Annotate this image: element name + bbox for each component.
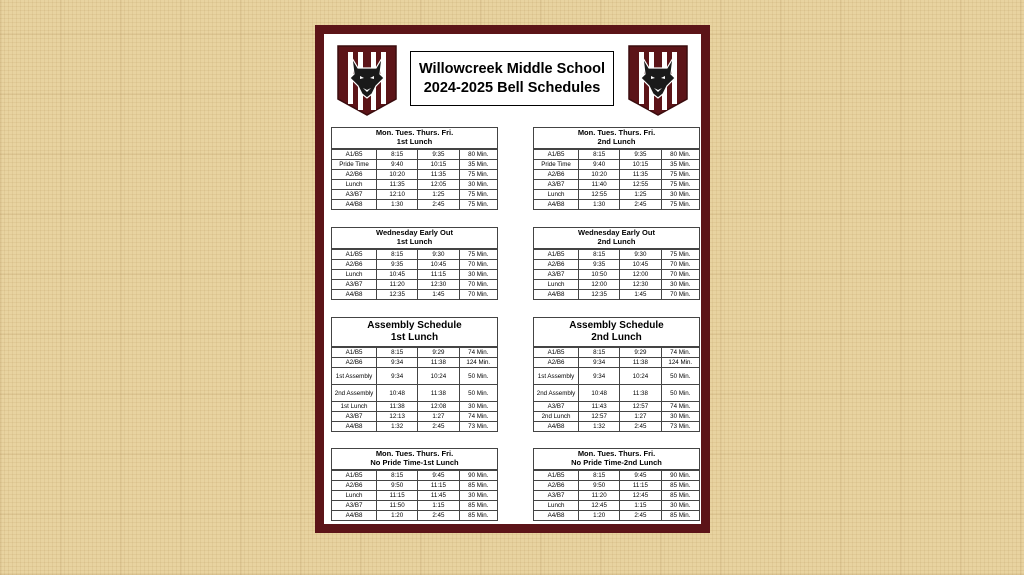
schedule-table-no-pride-2nd-lunch [533, 448, 700, 521]
start-time-cell: 1:32 [579, 422, 620, 432]
period-cell: A3/B7 [534, 491, 579, 501]
table-row [534, 402, 699, 412]
start-time-cell: 10:20 [377, 170, 418, 180]
duration-cell: 70 Min. [661, 260, 699, 270]
duration-cell: 73 Min. [661, 422, 699, 432]
period-cell: A2/B6 [332, 170, 377, 180]
end-time-cell: 9:30 [418, 250, 459, 260]
start-time-cell: 12:13 [377, 412, 418, 422]
start-time-cell: 12:55 [579, 190, 620, 200]
period-cell: A4/B8 [534, 511, 579, 521]
schedule-year-title: 2024-2025 Bell Schedules [423, 79, 601, 96]
end-time-cell: 9:45 [620, 471, 661, 481]
period-cell: Lunch [534, 501, 579, 511]
duration-cell: 85 Min. [459, 511, 497, 521]
duration-cell: 30 Min. [661, 280, 699, 290]
start-time-cell: 8:15 [579, 250, 620, 260]
period-cell: Lunch [534, 190, 579, 200]
duration-cell: 30 Min. [459, 180, 497, 190]
duration-cell: 74 Min. [459, 348, 497, 358]
schedule-table-no-pride-1st-lunch [331, 448, 498, 521]
period-cell: A2/B6 [534, 260, 579, 270]
table-row [332, 280, 497, 290]
end-time-cell: 12:57 [620, 402, 661, 412]
duration-cell: 73 Min. [459, 422, 497, 432]
duration-cell: 85 Min. [661, 511, 699, 521]
duration-cell: 75 Min. [661, 180, 699, 190]
period-cell: 1st Lunch [332, 402, 377, 412]
schedule-subtitle: No Pride Time-2nd Lunch [571, 457, 662, 467]
period-cell: 1st Assembly [534, 368, 579, 385]
duration-cell: 50 Min. [459, 385, 497, 402]
end-time-cell: 2:45 [620, 422, 661, 432]
start-time-cell: 12:35 [377, 290, 418, 300]
table-row [332, 385, 497, 402]
period-cell: Lunch [534, 280, 579, 290]
schedule-subtitle: 2nd Lunch [597, 236, 636, 246]
period-cell: 1st Assembly [332, 368, 377, 385]
duration-cell: 30 Min. [661, 501, 699, 511]
schedule-title: Wednesday Early Out [376, 228, 453, 237]
table-row [534, 471, 699, 481]
table-row [332, 150, 497, 160]
schedule-title: Mon. Tues. Thurs. Fri. [375, 128, 454, 137]
duration-cell: 85 Min. [661, 481, 699, 491]
period-cell: A4/B8 [332, 290, 377, 300]
start-time-cell: 9:34 [579, 368, 620, 385]
start-time-cell: 8:15 [377, 348, 418, 358]
table-row [332, 190, 497, 200]
duration-cell: 85 Min. [661, 491, 699, 501]
period-cell: A1/B5 [534, 471, 579, 481]
schedule-title: Assembly Schedule [367, 320, 462, 331]
start-time-cell: 11:35 [377, 180, 418, 190]
table-row [534, 385, 699, 402]
table-row [534, 501, 699, 511]
duration-cell: 70 Min. [459, 260, 497, 270]
end-time-cell: 10:45 [620, 260, 661, 270]
end-time-cell: 1:15 [418, 501, 459, 511]
table-row [332, 422, 497, 432]
table-row [534, 280, 699, 290]
start-time-cell: 1:20 [377, 511, 418, 521]
start-time-cell: 1:30 [377, 200, 418, 210]
end-time-cell: 1:45 [418, 290, 459, 300]
start-time-cell: 11:20 [377, 280, 418, 290]
page-title [410, 51, 614, 106]
duration-cell: 75 Min. [459, 190, 497, 200]
end-time-cell: 9:35 [620, 150, 661, 160]
period-cell: A3/B7 [534, 180, 579, 190]
start-time-cell: 10:20 [579, 170, 620, 180]
bell-schedule-document [315, 25, 710, 533]
duration-cell: 90 Min. [459, 471, 497, 481]
duration-cell: 30 Min. [459, 402, 497, 412]
duration-cell: 124 Min. [459, 358, 497, 368]
start-time-cell: 9:34 [579, 358, 620, 368]
start-time-cell: 9:40 [579, 160, 620, 170]
duration-cell: 75 Min. [459, 170, 497, 180]
period-cell: A3/B7 [332, 280, 377, 290]
schedule-rows [332, 470, 497, 520]
schedule-heading [534, 318, 699, 347]
schedule-subtitle: No Pride Time-1st Lunch [370, 457, 459, 467]
start-time-cell: 8:15 [377, 250, 418, 260]
table-row [332, 200, 497, 210]
table-row [534, 250, 699, 260]
period-cell: 2nd Assembly [332, 385, 377, 402]
schedule-heading [534, 449, 699, 470]
end-time-cell: 9:29 [418, 348, 459, 358]
end-time-cell: 11:15 [418, 270, 459, 280]
end-time-cell: 2:45 [620, 511, 661, 521]
table-row [534, 170, 699, 180]
table-row [332, 270, 497, 280]
period-cell: A1/B5 [534, 150, 579, 160]
schedule-heading [332, 449, 497, 470]
end-time-cell: 10:15 [620, 160, 661, 170]
start-time-cell: 12:45 [579, 501, 620, 511]
end-time-cell: 12:55 [620, 180, 661, 190]
end-time-cell: 9:30 [620, 250, 661, 260]
period-cell: A3/B7 [332, 412, 377, 422]
start-time-cell: 9:34 [377, 358, 418, 368]
table-row [534, 491, 699, 501]
document-page [324, 34, 701, 524]
period-cell: A1/B5 [534, 348, 579, 358]
start-time-cell: 11:15 [377, 491, 418, 501]
start-time-cell: 8:15 [377, 150, 418, 160]
start-time-cell: 10:50 [579, 270, 620, 280]
duration-cell: 35 Min. [459, 160, 497, 170]
start-time-cell: 10:48 [377, 385, 418, 402]
end-time-cell: 9:45 [418, 471, 459, 481]
duration-cell: 85 Min. [459, 501, 497, 511]
duration-cell: 30 Min. [459, 491, 497, 501]
table-row [332, 260, 497, 270]
duration-cell: 90 Min. [661, 471, 699, 481]
period-cell: A4/B8 [534, 200, 579, 210]
period-cell: A1/B5 [332, 150, 377, 160]
end-time-cell: 10:15 [418, 160, 459, 170]
table-row [332, 501, 497, 511]
table-row [332, 471, 497, 481]
duration-cell: 30 Min. [459, 270, 497, 280]
start-time-cell: 11:50 [377, 501, 418, 511]
start-time-cell: 1:20 [579, 511, 620, 521]
duration-cell: 30 Min. [661, 412, 699, 422]
end-time-cell: 11:15 [620, 481, 661, 491]
start-time-cell: 9:40 [377, 160, 418, 170]
end-time-cell: 12:30 [418, 280, 459, 290]
period-cell: A4/B8 [332, 422, 377, 432]
schedule-heading [332, 128, 497, 149]
duration-cell: 35 Min. [661, 160, 699, 170]
end-time-cell: 12:30 [620, 280, 661, 290]
period-cell: A3/B7 [332, 190, 377, 200]
schedule-heading [534, 228, 699, 249]
end-time-cell: 11:38 [418, 385, 459, 402]
table-row [534, 290, 699, 300]
start-time-cell: 12:10 [377, 190, 418, 200]
schedule-rows [332, 347, 497, 431]
school-name: Willowcreek Middle School [419, 60, 605, 77]
schedule-table-regular-2nd-lunch [533, 127, 700, 210]
wolf-shield-icon [336, 44, 398, 117]
period-cell: Lunch [332, 270, 377, 280]
end-time-cell: 11:38 [418, 358, 459, 368]
table-row [332, 402, 497, 412]
period-cell: A4/B8 [332, 511, 377, 521]
wolf-shield-icon [627, 44, 689, 117]
schedule-table-regular-1st-lunch [331, 127, 498, 210]
start-time-cell: 1:32 [377, 422, 418, 432]
schedule-subtitle: 2nd Lunch [597, 136, 636, 146]
duration-cell: 70 Min. [661, 270, 699, 280]
duration-cell: 50 Min. [459, 368, 497, 385]
start-time-cell: 1:30 [579, 200, 620, 210]
schedule-rows [534, 149, 699, 209]
duration-cell: 50 Min. [661, 368, 699, 385]
schedule-rows [332, 249, 497, 299]
start-time-cell: 9:35 [579, 260, 620, 270]
duration-cell: 85 Min. [459, 481, 497, 491]
duration-cell: 74 Min. [459, 412, 497, 422]
period-cell: A4/B8 [332, 200, 377, 210]
end-time-cell: 2:45 [418, 200, 459, 210]
period-cell: Lunch [332, 180, 377, 190]
end-time-cell: 1:27 [620, 412, 661, 422]
table-row [534, 511, 699, 521]
schedule-subtitle: 2nd Lunch [591, 331, 642, 343]
period-cell: A4/B8 [534, 422, 579, 432]
period-cell: A1/B5 [332, 250, 377, 260]
duration-cell: 74 Min. [661, 402, 699, 412]
duration-cell: 75 Min. [661, 200, 699, 210]
table-row [332, 160, 497, 170]
end-time-cell: 12:08 [418, 402, 459, 412]
start-time-cell: 9:50 [377, 481, 418, 491]
period-cell: A3/B7 [332, 501, 377, 511]
table-row [534, 200, 699, 210]
table-row [534, 270, 699, 280]
period-cell: A1/B5 [332, 471, 377, 481]
duration-cell: 70 Min. [661, 290, 699, 300]
period-cell: A1/B5 [534, 250, 579, 260]
schedule-title: Assembly Schedule [569, 320, 664, 331]
end-time-cell: 10:24 [418, 368, 459, 385]
duration-cell: 80 Min. [459, 150, 497, 160]
end-time-cell: 11:38 [620, 358, 661, 368]
schedule-subtitle: 1st Lunch [396, 236, 433, 246]
end-time-cell: 12:45 [620, 491, 661, 501]
table-row [534, 348, 699, 358]
table-row [534, 481, 699, 491]
period-cell: 2nd Assembly [534, 385, 579, 402]
end-time-cell: 9:29 [620, 348, 661, 358]
schedule-heading [332, 318, 497, 347]
end-time-cell: 11:15 [418, 481, 459, 491]
table-row [534, 190, 699, 200]
end-time-cell: 11:38 [620, 385, 661, 402]
duration-cell: 50 Min. [661, 385, 699, 402]
end-time-cell: 2:45 [418, 422, 459, 432]
schedule-table-assembly-2nd-lunch [533, 317, 700, 432]
period-cell: A2/B6 [332, 358, 377, 368]
period-cell: A2/B6 [332, 260, 377, 270]
table-row [332, 290, 497, 300]
start-time-cell: 8:15 [579, 348, 620, 358]
table-row [332, 412, 497, 422]
end-time-cell: 10:24 [620, 368, 661, 385]
schedule-rows [534, 470, 699, 520]
table-row [332, 511, 497, 521]
start-time-cell: 8:15 [579, 471, 620, 481]
period-cell: 2nd Lunch [534, 412, 579, 422]
start-time-cell: 10:45 [377, 270, 418, 280]
start-time-cell: 9:35 [377, 260, 418, 270]
table-row [534, 358, 699, 368]
schedule-heading [534, 128, 699, 149]
start-time-cell: 12:00 [579, 280, 620, 290]
table-row [332, 180, 497, 190]
schedule-table-wednesday-1st-lunch [331, 227, 498, 300]
schedule-rows [534, 347, 699, 431]
period-cell: A1/B5 [332, 348, 377, 358]
start-time-cell: 11:38 [377, 402, 418, 412]
end-time-cell: 1:45 [620, 290, 661, 300]
start-time-cell: 9:50 [579, 481, 620, 491]
schedule-subtitle: 1st Lunch [390, 331, 439, 343]
schedule-title: Mon. Tues. Thurs. Fri. [577, 449, 656, 458]
start-time-cell: 9:34 [377, 368, 418, 385]
period-cell: A2/B6 [534, 481, 579, 491]
period-cell: Pride Time [332, 160, 377, 170]
end-time-cell: 11:35 [620, 170, 661, 180]
table-row [534, 412, 699, 422]
end-time-cell: 12:05 [418, 180, 459, 190]
table-row [332, 250, 497, 260]
table-row [534, 368, 699, 385]
start-time-cell: 11:20 [579, 491, 620, 501]
period-cell: A2/B6 [332, 481, 377, 491]
duration-cell: 74 Min. [661, 348, 699, 358]
table-row [534, 422, 699, 432]
end-time-cell: 2:45 [620, 200, 661, 210]
duration-cell: 70 Min. [459, 280, 497, 290]
period-cell: A2/B6 [534, 170, 579, 180]
schedule-heading [332, 228, 497, 249]
schedule-rows [534, 249, 699, 299]
table-row [332, 491, 497, 501]
period-cell: A3/B7 [534, 402, 579, 412]
table-row [332, 348, 497, 358]
table-row [332, 481, 497, 491]
start-time-cell: 11:40 [579, 180, 620, 190]
period-cell: Lunch [332, 491, 377, 501]
end-time-cell: 11:45 [418, 491, 459, 501]
duration-cell: 75 Min. [661, 250, 699, 260]
table-row [332, 368, 497, 385]
table-row [332, 170, 497, 180]
end-time-cell: 10:45 [418, 260, 459, 270]
start-time-cell: 10:48 [579, 385, 620, 402]
start-time-cell: 8:15 [377, 471, 418, 481]
end-time-cell: 9:35 [418, 150, 459, 160]
duration-cell: 80 Min. [661, 150, 699, 160]
duration-cell: 75 Min. [459, 250, 497, 260]
duration-cell: 70 Min. [459, 290, 497, 300]
end-time-cell: 1:27 [418, 412, 459, 422]
table-row [534, 160, 699, 170]
schedule-title: Mon. Tues. Thurs. Fri. [375, 449, 454, 458]
table-row [332, 358, 497, 368]
start-time-cell: 11:43 [579, 402, 620, 412]
schedule-rows [332, 149, 497, 209]
duration-cell: 30 Min. [661, 190, 699, 200]
end-time-cell: 1:15 [620, 501, 661, 511]
end-time-cell: 1:25 [620, 190, 661, 200]
duration-cell: 75 Min. [661, 170, 699, 180]
schedule-title: Wednesday Early Out [578, 228, 655, 237]
schedule-table-wednesday-2nd-lunch [533, 227, 700, 300]
schedule-title: Mon. Tues. Thurs. Fri. [577, 128, 656, 137]
table-row [534, 260, 699, 270]
period-cell: A4/B8 [534, 290, 579, 300]
table-row [534, 180, 699, 190]
period-cell: A2/B6 [534, 358, 579, 368]
start-time-cell: 8:15 [579, 150, 620, 160]
period-cell: Pride Time [534, 160, 579, 170]
start-time-cell: 12:35 [579, 290, 620, 300]
schedule-table-assembly-1st-lunch [331, 317, 498, 432]
end-time-cell: 11:35 [418, 170, 459, 180]
start-time-cell: 12:57 [579, 412, 620, 422]
schedule-subtitle: 1st Lunch [396, 136, 433, 146]
end-time-cell: 2:45 [418, 511, 459, 521]
table-row [534, 150, 699, 160]
duration-cell: 124 Min. [661, 358, 699, 368]
end-time-cell: 1:25 [418, 190, 459, 200]
period-cell: A3/B7 [534, 270, 579, 280]
duration-cell: 75 Min. [459, 200, 497, 210]
end-time-cell: 12:00 [620, 270, 661, 280]
